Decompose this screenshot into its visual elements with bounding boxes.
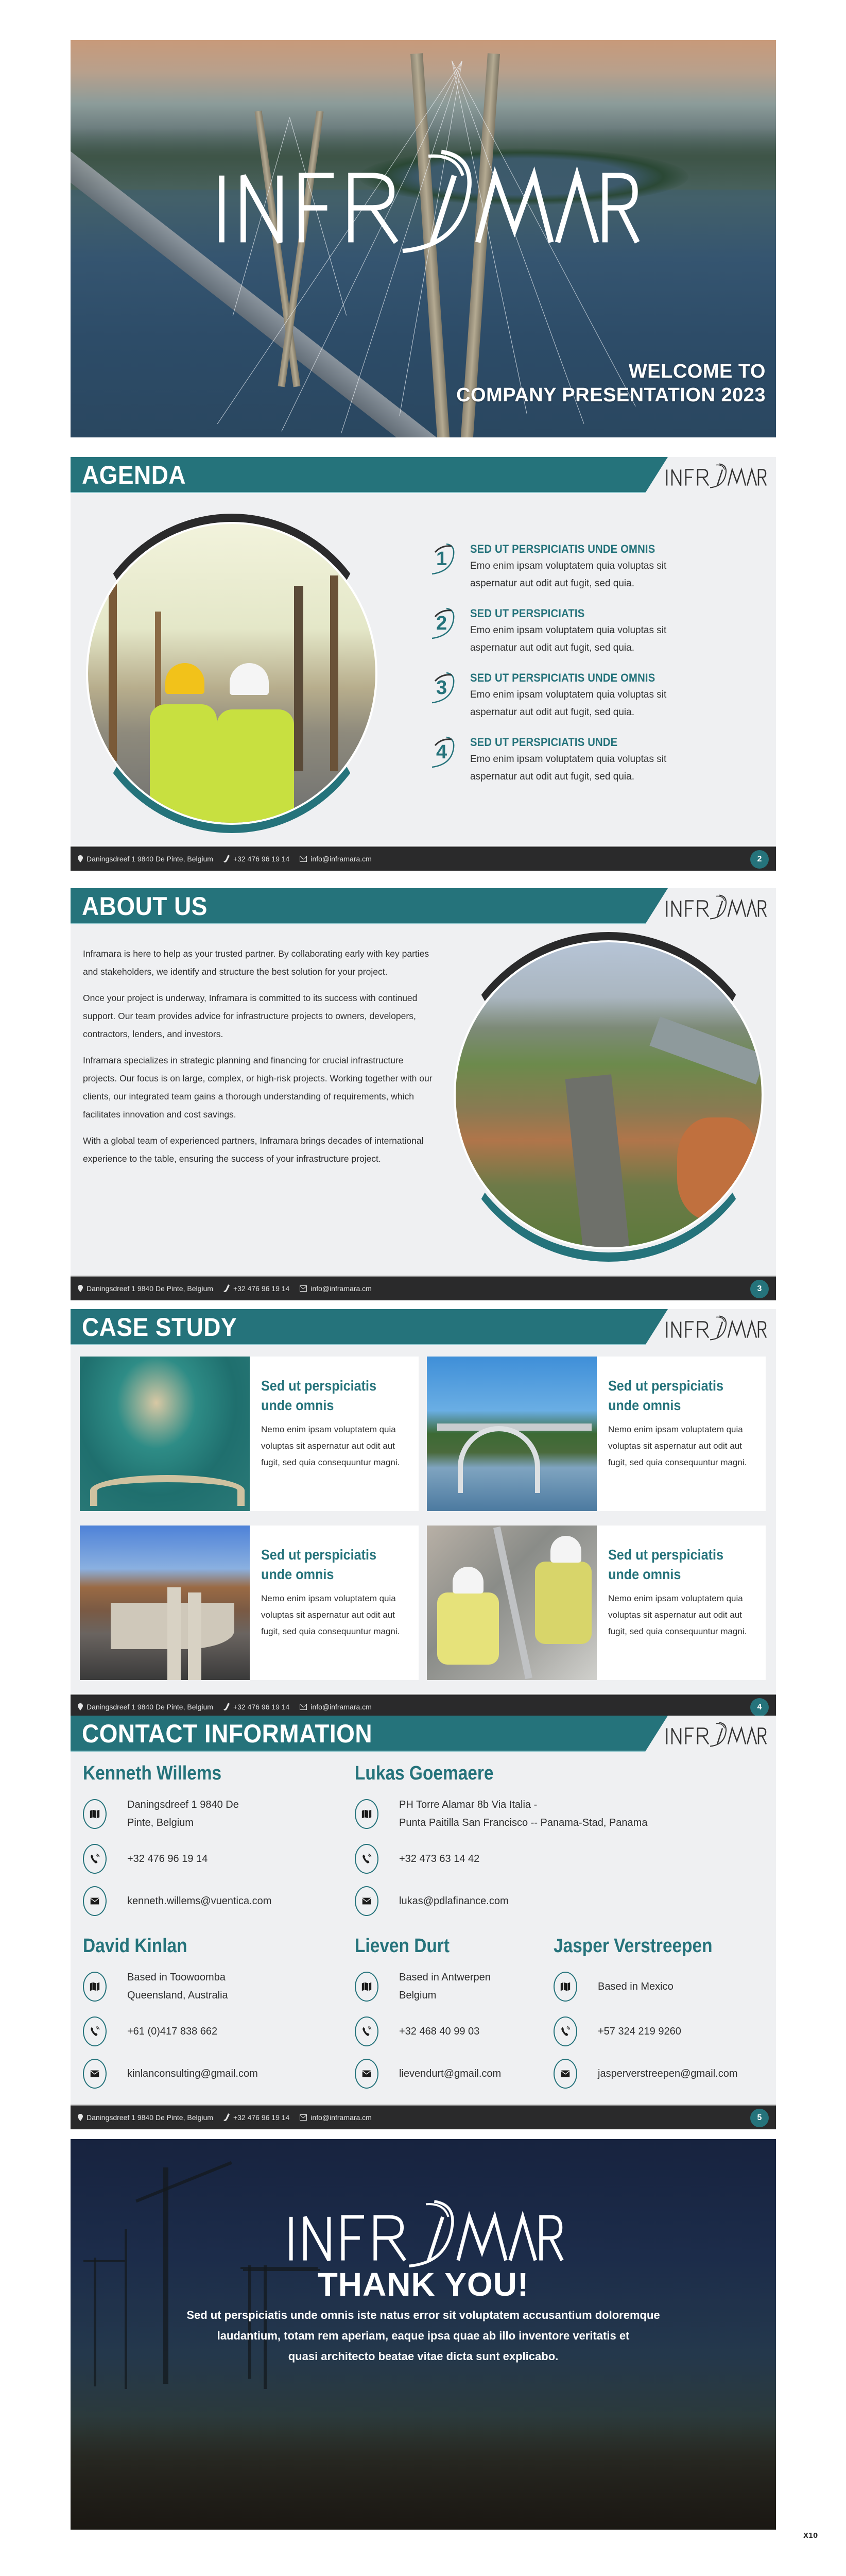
address-line: Punta Paitilla San Francisco -- Panama-Stad, Panama — [399, 1817, 648, 1828]
scaffold-pole — [109, 565, 117, 761]
footer-phone — [223, 1703, 289, 1711]
contact-phone[interactable]: +57 324 219 9260 — [598, 2025, 681, 2037]
contact-email[interactable]: kinlanconsulting@gmail.com — [127, 2067, 258, 2079]
footer-address-text: Daningsdreef 1 9840 De Pinte, Belgium — [87, 855, 213, 863]
thank-you-text — [148, 2305, 699, 2367]
desc-line: aspernatur aut odit aut fugit, sed quia. — [470, 771, 634, 782]
agenda-item-desc — [470, 751, 761, 786]
contact-phone[interactable]: +32 473 63 14 42 — [399, 1853, 480, 1865]
map-pin-icon — [78, 1285, 83, 1292]
contact-phone[interactable]: +61 (0)417 838 662 — [127, 2025, 218, 2037]
slide-title: CONTACT INFORMATION — [82, 1719, 373, 1748]
agenda-item-desc — [470, 622, 761, 657]
thank-you-line: quasi architecto beatae vitae dicta sunt explicabo. — [288, 2350, 559, 2363]
address-line: Queensland, Australia — [127, 1990, 228, 2001]
envelope-icon — [355, 1886, 378, 1916]
excavated-soil — [677, 1117, 759, 1221]
slide-footer — [71, 1694, 776, 1719]
agenda-item-title: SED UT PERSPICIATIS UNDE — [470, 736, 618, 749]
contact-address-row — [554, 1969, 775, 2005]
slide-header — [71, 457, 776, 493]
inframara-logo — [282, 2196, 570, 2273]
river — [649, 1016, 764, 1084]
inframara-logo — [665, 892, 768, 922]
address-line: Daningsdreef 1 9840 De — [127, 1799, 239, 1810]
desc-line: Emo enim ipsam voluptatem quia voluptas sit — [470, 625, 667, 636]
agenda-item — [431, 542, 761, 606]
phone-icon — [223, 855, 230, 863]
case-card-body — [608, 1376, 757, 1471]
desc-line: aspernatur aut odit aut fugit, sed quia. — [470, 707, 634, 718]
envelope-icon — [300, 1704, 307, 1710]
footer-phone — [223, 1284, 289, 1293]
footer-phone-text: +32 476 96 19 14 — [233, 1703, 290, 1711]
contact-phone-row — [554, 2016, 775, 2047]
contact-email-row — [355, 1886, 767, 1917]
contact-phone[interactable]: +32 476 96 19 14 — [127, 1853, 208, 1865]
contact-slide — [71, 1716, 776, 2129]
agenda-slide — [71, 457, 776, 871]
agenda-number: 4 — [436, 741, 447, 763]
case-card-title: unde omnis — [608, 1397, 681, 1413]
contact-phone-row — [355, 2016, 550, 2047]
scaffold-pole — [294, 586, 303, 771]
contact-name: Lieven Durt — [355, 1935, 450, 1957]
rail-yard-foreground — [71, 2416, 776, 2530]
contact-email-row — [554, 2058, 775, 2089]
agenda-item — [431, 671, 761, 735]
footer-address — [78, 1703, 213, 1711]
footer-email — [300, 1703, 371, 1711]
worker-vest — [437, 1592, 499, 1665]
phone-icon — [83, 2016, 107, 2046]
footer-address-text: Daningsdreef 1 9840 De Pinte, Belgium — [87, 1284, 213, 1293]
case-card-title: Sed ut perspiciatis — [261, 1547, 377, 1563]
contact-phone-row — [355, 1843, 767, 1874]
agenda-item-desc — [470, 686, 761, 721]
cover-slide — [71, 40, 776, 437]
footer-address-text: Daningsdreef 1 9840 De Pinte, Belgium — [87, 1703, 213, 1711]
slide-title: ABOUT US — [82, 892, 208, 921]
footer-address — [78, 1284, 213, 1293]
canal-construction-aerial-photo — [454, 940, 764, 1249]
footer-phone — [223, 855, 289, 863]
bridge-arch — [458, 1426, 540, 1493]
contact-card — [355, 1935, 550, 2089]
white-hardhat — [230, 663, 269, 695]
agenda-item — [431, 606, 761, 671]
case-card-desc: Nemo enim ipsam voluptatem quia voluptas sit aspernatur aut odit aut fugit, sed quia consequuntur magni. — [608, 1425, 747, 1467]
envelope-icon — [300, 2114, 307, 2121]
map-pin-icon — [78, 2114, 83, 2121]
footer-phone-text: +32 476 96 19 14 — [233, 1284, 290, 1293]
contact-address — [399, 1796, 647, 1832]
contact-address — [399, 1969, 491, 2005]
number-swoosh-icon — [431, 543, 458, 575]
contact-email[interactable]: kenneth.willems@vuentica.com — [127, 1895, 272, 1907]
contact-phone[interactable]: +32 468 40 99 03 — [399, 2025, 480, 2037]
white-hardhat — [453, 1567, 484, 1594]
scaffold-pole — [330, 575, 338, 771]
map-pin-icon — [78, 1703, 83, 1710]
footer-email-text: info@inframara.cm — [310, 855, 372, 863]
folded-map-icon — [355, 1799, 378, 1829]
contact-email-row — [83, 2058, 340, 2089]
footer-email-text: info@inframara.cm — [310, 2113, 372, 2122]
footer-phone-text: +32 476 96 19 14 — [233, 2113, 290, 2122]
map-pin-icon — [78, 855, 83, 862]
case-card-desc: Nemo enim ipsam voluptatem quia voluptas sit aspernatur aut odit aut fugit, sed quia consequuntur magni. — [261, 1594, 400, 1636]
slide-title: AGENDA — [82, 461, 186, 489]
worker-left-vest — [150, 704, 217, 825]
canal-cut — [565, 1074, 629, 1249]
crane-jib — [83, 2260, 125, 2262]
inframara-logo — [210, 143, 647, 262]
workers-scaffold-photo — [427, 1526, 597, 1680]
welcome-line-1: WELCOME TO — [628, 361, 766, 382]
address-line: Pinte, Belgium — [127, 1817, 194, 1828]
page-number-badge: 5 — [750, 2109, 769, 2127]
envelope-icon — [300, 856, 307, 862]
case-card — [80, 1526, 419, 1680]
page-marker: X10 — [803, 2532, 818, 2540]
footer-email — [300, 1284, 371, 1293]
about-paragraph: With a global team of experienced partners, Inframara brings decades of international experience to the table, ensuring the success of your infrastructure project. — [83, 1136, 424, 1164]
thank-you-line: laudantium, totam rem aperiam, eaque ipsa quae ab illo inventore veritatis et — [217, 2329, 630, 2342]
agenda-number: 3 — [436, 677, 447, 699]
contact-name: Lukas Goemaere — [355, 1762, 494, 1784]
page-number-badge: 4 — [750, 1698, 769, 1717]
agenda-item-title: SED UT PERSPICIATIS — [470, 607, 585, 620]
footer-address — [78, 2113, 213, 2122]
footer-phone — [223, 2113, 289, 2122]
contact-card — [83, 1762, 340, 1917]
desc-line: Emo enim ipsam voluptatem quia voluptas sit — [470, 561, 667, 571]
contact-card — [554, 1935, 775, 2089]
case-card-title: unde omnis — [261, 1397, 334, 1413]
folded-map-icon — [83, 1799, 107, 1829]
white-hardhat — [550, 1536, 581, 1563]
inframara-logo — [665, 461, 768, 491]
contact-card — [83, 1935, 340, 2089]
phone-icon — [83, 1844, 107, 1874]
slide-header — [71, 1716, 776, 1752]
agenda-item — [431, 735, 761, 800]
footer-address-text: Daningsdreef 1 9840 De Pinte, Belgium — [87, 2113, 213, 2122]
agenda-number: 2 — [436, 613, 447, 634]
contact-card — [355, 1762, 767, 1917]
workers-construction-photo — [86, 522, 377, 825]
envelope-icon — [355, 2059, 378, 2089]
case-study-slide — [71, 1309, 776, 1719]
crane-mast — [125, 2229, 127, 2389]
slide-footer — [71, 2105, 776, 2129]
desc-line: Emo enim ipsam voluptatem quia voluptas sit — [470, 689, 667, 700]
phone-icon — [223, 1284, 230, 1293]
case-card — [80, 1357, 419, 1511]
footer-email — [300, 2113, 371, 2122]
slide-title: CASE STUDY — [82, 1313, 237, 1342]
about-paragraph: Inframara is here to help as your trusted partner. By collaborating early with key parties and stakeholders, we identify and structure the best solution for your project. — [83, 948, 429, 977]
intake-tower — [188, 1592, 201, 1680]
agenda-number: 1 — [436, 548, 447, 570]
envelope-icon — [554, 2059, 577, 2089]
agenda-item-title: SED UT PERSPICIATIS UNDE OMNIS — [470, 543, 655, 555]
number-swoosh-icon — [431, 607, 458, 639]
number-swoosh-icon — [431, 672, 458, 704]
case-card-title: Sed ut perspiciatis — [261, 1378, 377, 1394]
footer-phone-text: +32 476 96 19 14 — [233, 855, 290, 863]
scaffold-pole — [493, 1527, 532, 1679]
phone-icon — [355, 1844, 378, 1874]
footer-address — [78, 855, 213, 863]
slide-footer — [71, 1276, 776, 1300]
about-slide — [71, 888, 776, 1300]
contact-email-row — [355, 2058, 550, 2089]
worker-right-vest — [217, 709, 294, 825]
folded-map-icon — [355, 1972, 378, 2002]
intake-tower — [167, 1587, 181, 1680]
phone-icon — [355, 2016, 378, 2046]
address-line: Based in Toowoomba — [127, 1972, 226, 1983]
agenda-item-desc — [470, 557, 761, 592]
page-number-badge: 3 — [750, 1280, 769, 1298]
contact-address-row — [83, 1796, 340, 1832]
folded-map-icon — [554, 1972, 577, 2002]
desc-line: Emo enim ipsam voluptatem quia voluptas sit — [470, 754, 667, 765]
phone-icon — [554, 2016, 577, 2046]
case-card-body — [261, 1545, 410, 1640]
contact-address — [127, 1969, 228, 2005]
case-card-body — [261, 1376, 410, 1471]
contact-email[interactable]: jasperverstreepen@gmail.com — [598, 2067, 738, 2079]
thank-you-line: Sed ut perspiciatis unde omnis iste natus error sit voluptatem accusantium doloremque — [186, 2309, 660, 2321]
contact-address — [127, 1796, 239, 1832]
case-card-body — [608, 1545, 757, 1640]
number-swoosh-icon — [431, 736, 458, 768]
crescent-breakwater — [90, 1475, 245, 1506]
dam-canyon-photo — [80, 1526, 250, 1680]
contact-email[interactable]: lievendurt@gmail.com — [399, 2067, 502, 2079]
phone-icon — [223, 2113, 230, 2122]
case-card-title: Sed ut perspiciatis — [608, 1378, 724, 1394]
agenda-list — [431, 542, 761, 800]
contact-address — [598, 1969, 674, 2005]
address-line: Belgium — [399, 1990, 437, 2001]
about-photo-frame — [446, 932, 771, 1262]
arch-bridge-river-photo — [427, 1357, 597, 1511]
palm-island-aerial-photo — [80, 1357, 250, 1511]
case-card-title: Sed ut perspiciatis — [608, 1547, 724, 1563]
contact-address-row — [83, 1969, 340, 2005]
contact-email[interactable]: lukas@pdlafinance.com — [399, 1895, 509, 1907]
contact-address-row — [355, 1969, 550, 2005]
footer-email — [300, 855, 371, 863]
address-line: Based in Mexico — [598, 1980, 674, 1992]
agenda-item-title: SED UT PERSPICIATIS UNDE OMNIS — [470, 671, 655, 684]
slide-footer — [71, 846, 776, 871]
envelope-icon — [83, 2059, 107, 2089]
page-number-badge: 2 — [750, 850, 769, 869]
case-card — [427, 1526, 766, 1680]
address-line: Based in Antwerpen — [399, 1972, 491, 1983]
about-paragraph: Once your project is underway, Inframara is committed to its success with continued support. Our team provides advice for infrastructure projects to owners, developers, contractors, lenders, and investors. — [83, 993, 418, 1039]
contact-name: David Kinlan — [83, 1935, 187, 1957]
envelope-icon — [83, 1886, 107, 1916]
welcome-line-2: COMPANY PRESENTATION 2023 — [456, 384, 766, 406]
thank-you-title: THANK YOU! — [317, 2266, 529, 2303]
phone-icon — [223, 1703, 230, 1711]
about-paragraph: Inframara specializes in strategic planning and financing for crucial infrastructure projects. Our focus is on large, complex, or high-risk projects. Working together with our clients, our integrated team gains a thorough understanding of requirements, which facilitates innovation and cost savings. — [83, 1055, 433, 1120]
contact-address-row — [355, 1796, 767, 1832]
case-card-title: unde omnis — [261, 1566, 334, 1582]
slide-header — [71, 1309, 776, 1345]
case-card — [427, 1357, 766, 1511]
address-line: PH Torre Alamar 8b Via Italia - — [399, 1799, 538, 1810]
desc-line: aspernatur aut odit aut fugit, sed quia. — [470, 578, 634, 589]
crane-jib — [135, 2161, 232, 2202]
inframara-logo — [665, 1313, 768, 1343]
cover-welcome-text — [456, 360, 766, 407]
folded-map-icon — [83, 1972, 107, 2002]
thank-you-slide — [71, 2139, 776, 2530]
contact-phone-row — [83, 2016, 340, 2047]
slide-header — [71, 888, 776, 924]
footer-email-text: info@inframara.cm — [310, 1284, 372, 1293]
contact-email-row — [83, 1886, 340, 1917]
case-card-title: unde omnis — [608, 1566, 681, 1582]
envelope-icon — [300, 1285, 307, 1292]
yellow-hardhat — [165, 663, 204, 694]
desc-line: aspernatur aut odit aut fugit, sed quia. — [470, 642, 634, 653]
case-card-desc: Nemo enim ipsam voluptatem quia voluptas sit aspernatur aut odit aut fugit, sed quia consequuntur magni. — [608, 1594, 747, 1636]
contact-phone-row — [83, 1843, 340, 1874]
inframara-logo — [665, 1720, 768, 1750]
contact-name: Jasper Verstreepen — [554, 1935, 713, 1957]
worker-vest — [535, 1562, 592, 1644]
footer-email-text: info@inframara.cm — [310, 1703, 372, 1711]
about-body — [83, 945, 438, 1176]
contact-name: Kenneth Willems — [83, 1762, 222, 1784]
case-card-desc: Nemo enim ipsam voluptatem quia voluptas sit aspernatur aut odit aut fugit, sed quia consequuntur magni. — [261, 1425, 400, 1467]
agenda-photo-frame — [80, 514, 384, 833]
